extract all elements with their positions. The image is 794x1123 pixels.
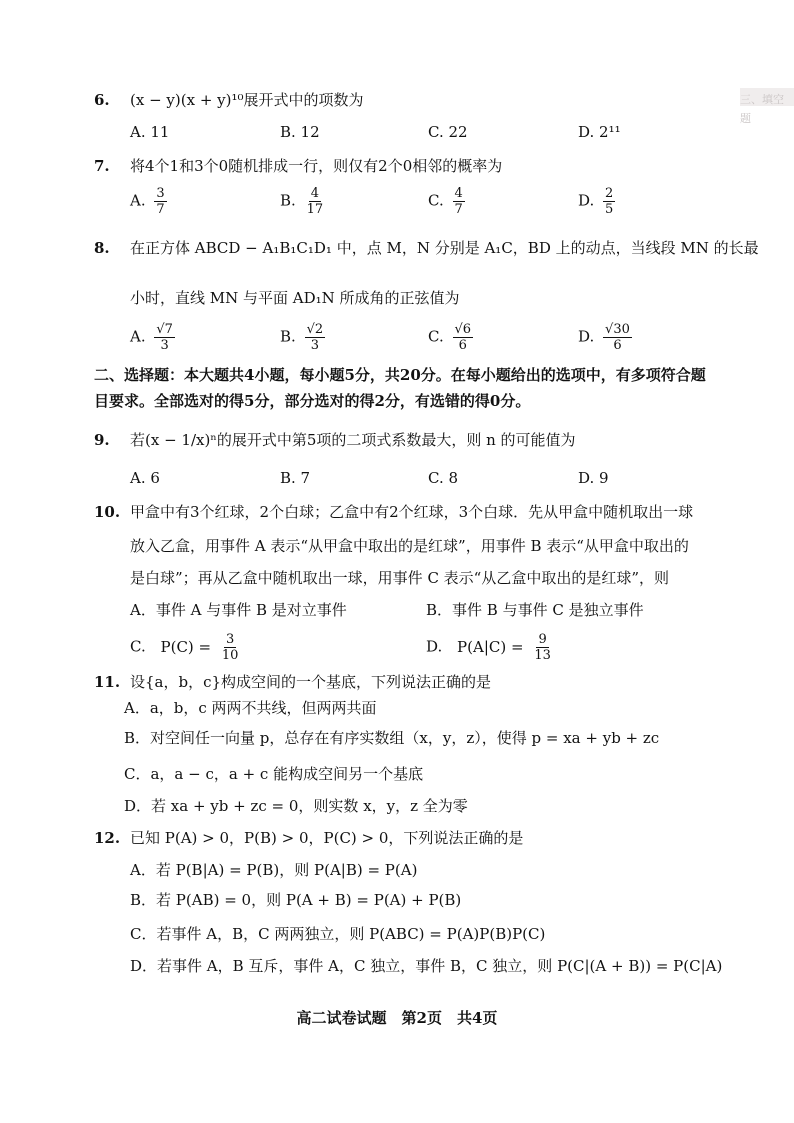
q8-option-c-fraction: $\frac{√6}{6}$ [454,322,472,353]
q7-option-c: C. $\frac{4}{7}$ [428,186,463,217]
q10-option-c: C. P(C) = $\frac{3}{10}$ [130,632,239,663]
question-6: 6. (x − y)(x + y)¹⁰展开式中的项数为 [94,91,364,109]
question-9-stem: 若(x − 1/x)ⁿ的展开式中第5项的二项式系数最大，则 n 的可能值为 [130,431,576,449]
q10-option-a: A．事件 A 与事件 B 是对立事件 [130,601,347,619]
q6-option-b: B. 12 [280,123,320,141]
question-8-stem-line-1: 在正方体 ABCD − A₁B₁C₁D₁ 中，点 M，N 分别是 A₁C，BD 上的动点，当线段 MN 的长最 [130,239,759,257]
question-11: 11. 设{a，b，c}构成空间的一个基底，下列说法正确的是 [94,673,492,691]
q6-option-d: D. 2¹¹ [578,123,621,141]
q11-option-d: D．若 xa + yb + zc = 0，则实数 x，y，z 全为零 [124,797,468,815]
q7-option-c-fraction: $\frac{4}{7}$ [454,186,463,217]
q6-option-c: C. 22 [428,123,468,141]
q8-option-a-fraction: $\frac{√7}{3}$ [156,322,173,353]
q8-option-c: C. $\frac{√6}{6}$ [428,322,472,353]
q12-option-a: A．若 P(B|A) = P(B)，则 P(A|B) = P(A) [130,861,418,879]
q7-option-d: D. $\frac{2}{5}$ [578,186,614,217]
q12-option-b: B．若 P(AB) = 0，则 P(A + B) = P(A) + P(B) [130,891,462,909]
q8-option-d-fraction: $\frac{√30}{6}$ [605,322,630,353]
q8-option-b-fraction: $\frac{√2}{3}$ [306,322,324,353]
question-10-stem-line-2: 放入乙盒，用事件 A 表示“从甲盒中取出的是红球”，用事件 B 表示“从甲盒中取出的 [130,537,689,555]
q7-option-a: A. $\frac{3}{7}$ [130,186,165,217]
question-8: 8. 在正方体 ABCD − A₁B₁C₁D₁ 中，点 M，N 分别是 A₁C，BD 上的动点，当线段 MN 的长最 [94,239,759,257]
q10-option-d-fraction: $\frac{9}{13}$ [534,632,551,663]
page-footer: 高二试卷试题 第2页 共4页 [296,1009,498,1027]
question-8-stem-line-2: 小时，直线 MN 与平面 AD₁N 所成角的正弦值为 [130,289,460,307]
q12-option-c: C．若事件 A，B，C 两两独立，则 P(ABC) = P(A)P(B)P(C) [130,925,546,943]
q7-option-a-fraction: $\frac{3}{7}$ [156,186,165,217]
q9-option-a: A. 6 [130,469,160,487]
question-12: 12. 已知 P(A) > 0，P(B) > 0，P(C) > 0，下列说法正确的是 [94,829,524,847]
q12-option-d: D．若事件 A，B 互斥，事件 A，C 独立，事件 B，C 独立，则 P(C|(A + B)) = P(C|A) [130,957,723,975]
q9-option-d: D. 9 [578,469,609,487]
q10-option-d: D. P(A|C) = $\frac{9}{13}$ [426,632,551,663]
question-6-stem: (x − y)(x + y)¹⁰展开式中的项数为 [130,91,364,109]
q9-option-c: C. 8 [428,469,459,487]
question-10-stem-line-1: 甲盒中有3个红球，2个白球；乙盒中有2个红球，3个白球．先从甲盒中随机取出一球 [130,503,694,521]
q9-option-b: B. 7 [280,469,311,487]
q7-option-b: B. $\frac{4}{17}$ [280,186,324,217]
question-10: 10. 甲盒中有3个红球，2个白球；乙盒中有2个红球，3个白球．先从甲盒中随机取出一球 [94,503,694,521]
q8-option-a: A. $\frac{√7}{3}$ [130,322,173,353]
question-7: 7. 将4个1和3个0随机排成一行，则仅有2个0相邻的概率为 [94,157,503,175]
section-2-line-2: 目要求。全部选对的得5分，部分选对的得2分，有选错的得0分。 [94,392,531,410]
section-2-line-1: 二、选择题：本大题共4小题，每小题5分，共20分。在每小题给出的选项中，有多项符合题 [94,366,706,384]
q11-option-a: A．a，b，c 两两不共线，但两两共面 [124,699,377,717]
q7-option-b-fraction: $\frac{4}{17}$ [306,186,324,217]
question-11-stem: 设{a，b，c}构成空间的一个基底，下列说法正确的是 [130,673,492,691]
question-7-stem: 将4个1和3个0随机排成一行，则仅有2个0相邻的概率为 [130,157,503,175]
q8-option-b: B. $\frac{√2}{3}$ [280,322,324,353]
q10-option-c-fraction: $\frac{3}{10}$ [221,632,239,663]
section-2-instructions [94,362,706,414]
q11-option-c: C．a，a − c，a + c 能构成空间另一个基底 [124,765,424,783]
q7-option-d-fraction: $\frac{2}{5}$ [605,186,614,217]
question-10-stem-line-3: 是白球”；再从乙盒中随机取出一球，用事件 C 表示“从乙盒中取出的是红球”，则 [130,569,670,587]
q10-option-b: B．事件 B 与事件 C 是独立事件 [426,601,644,619]
q8-option-d: D. $\frac{√30}{6}$ [578,322,630,353]
q11-option-b: B．对空间任一向量 p，总存在有序实数组（x，y，z），使得 p = xa + yb + zc [124,729,660,747]
question-12-stem: 已知 P(A) > 0，P(B) > 0，P(C) > 0，下列说法正确的是 [130,829,524,847]
q6-option-a: A. 11 [130,123,170,141]
question-9: 9. 若(x − 1/x)ⁿ的展开式中第5项的二项式系数最大，则 n 的可能值为 [94,431,576,449]
bleed-through-text: 三、填空题 [740,88,794,106]
